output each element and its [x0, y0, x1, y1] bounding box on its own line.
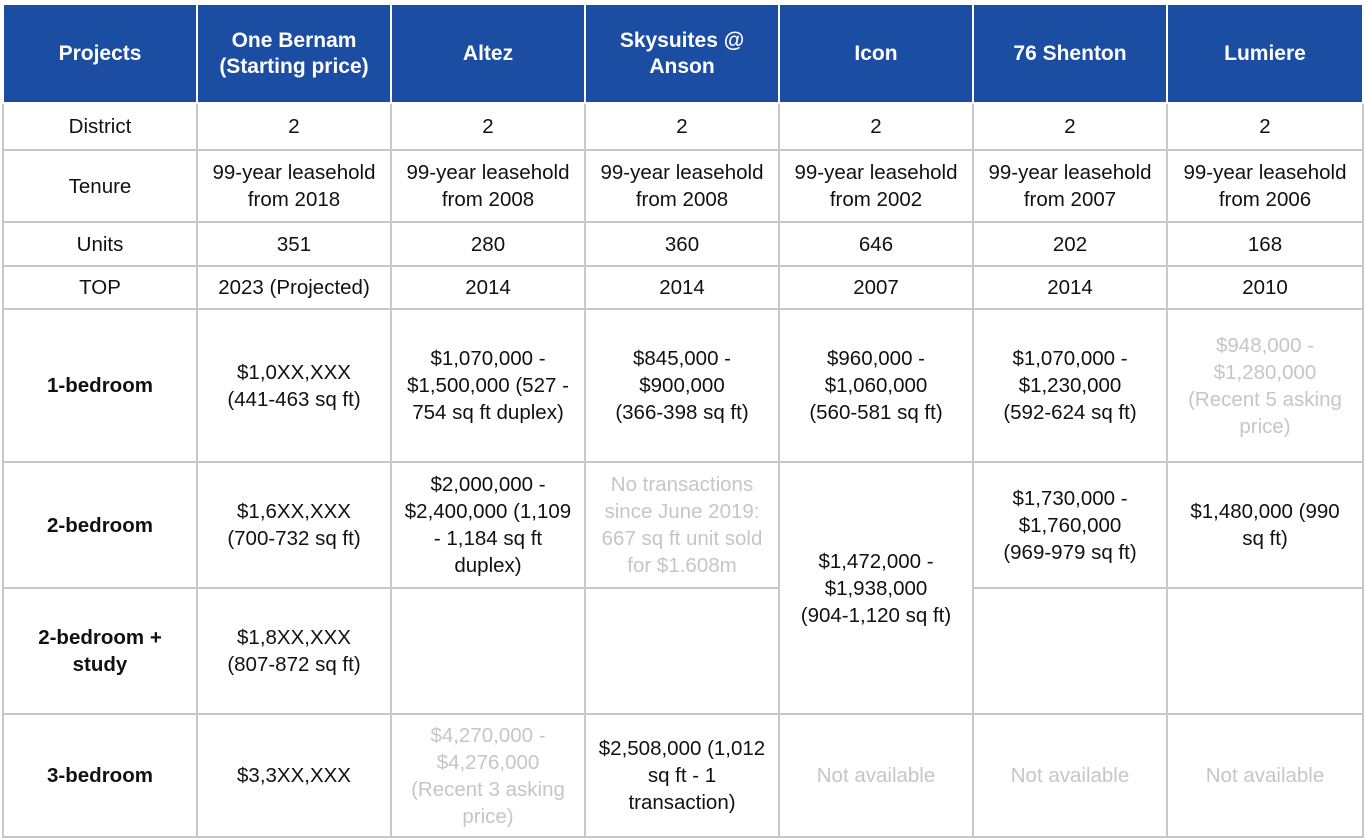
table-cell-muted: No transactions since June 2019: 667 sq ft unit sold for $1.608m — [585, 462, 779, 588]
table-cell: 2 — [197, 103, 391, 150]
table-cell-muted: Not available — [779, 714, 973, 837]
table-cell: 2023 (Projected) — [197, 266, 391, 309]
table-cell: 99-year leasehold from 2006 — [1167, 150, 1363, 222]
table-cell: $1,070,000 - $1,230,000 (592-624 sq ft) — [973, 309, 1167, 462]
table-cell: 2 — [585, 103, 779, 150]
table-cell: 2 — [1167, 103, 1363, 150]
header-skysuites: Skysuites @ Anson — [585, 4, 779, 103]
table-cell: 99-year leasehold from 2007 — [973, 150, 1167, 222]
table-cell: $845,000 - $900,000 (366-398 sq ft) — [585, 309, 779, 462]
table-cell: 2 — [973, 103, 1167, 150]
table-cell: $1,070,000 - $1,500,000 (527 - 754 sq ft duplex) — [391, 309, 585, 462]
table-cell: 646 — [779, 222, 973, 266]
row-label-units: Units — [3, 222, 197, 266]
table-cell: $1,730,000 - $1,760,000 (969-979 sq ft) — [973, 462, 1167, 588]
table-cell-muted: $4,270,000 - $4,276,000 (Recent 3 asking price) — [391, 714, 585, 837]
header-row — [3, 4, 1363, 103]
table-cell: $1,0XX,XXX (441-463 sq ft) — [197, 309, 391, 462]
table-cell: $2,508,000 (1,012 sq ft - 1 transaction) — [585, 714, 779, 837]
table-row — [3, 103, 1363, 150]
table-cell: $2,000,000 - $2,400,000 (1,109 - 1,184 sq ft duplex) — [391, 462, 585, 588]
table-cell: 2010 — [1167, 266, 1363, 309]
table-cell: 99-year leasehold from 2002 — [779, 150, 973, 222]
table-row — [3, 150, 1363, 222]
table-row — [3, 714, 1363, 837]
table-cell-muted: Not available — [973, 714, 1167, 837]
table-cell-empty — [1167, 588, 1363, 714]
table-cell: 2014 — [585, 266, 779, 309]
table-cell: $960,000 - $1,060,000 (560-581 sq ft) — [779, 309, 973, 462]
header-icon: Icon — [779, 4, 973, 103]
row-label-2-bedroom-study: 2-bedroom + study — [3, 588, 197, 714]
table-cell: 2014 — [391, 266, 585, 309]
header-76-shenton: 76 Shenton — [973, 4, 1167, 103]
table-cell-empty — [585, 588, 779, 714]
table-row — [3, 222, 1363, 266]
table-cell: 99-year leasehold from 2008 — [391, 150, 585, 222]
row-label-district: District — [3, 103, 197, 150]
table-cell: 2014 — [973, 266, 1167, 309]
table-cell: 2 — [391, 103, 585, 150]
table-cell: 2007 — [779, 266, 973, 309]
table-cell: 360 — [585, 222, 779, 266]
table-row — [3, 462, 1363, 588]
table-cell-muted: $948,000 - $1,280,000 (Recent 5 asking price) — [1167, 309, 1363, 462]
table-cell: 351 — [197, 222, 391, 266]
table-cell: 99-year leasehold from 2018 — [197, 150, 391, 222]
table-cell: $1,8XX,XXX (807-872 sq ft) — [197, 588, 391, 714]
table-cell-empty — [973, 588, 1167, 714]
table-cell: 168 — [1167, 222, 1363, 266]
property-comparison-table — [2, 3, 1364, 838]
table-cell-merged: $1,472,000 - $1,938,000 (904-1,120 sq ft) — [779, 462, 973, 714]
table-cell: 99-year leasehold from 2008 — [585, 150, 779, 222]
header-lumiere: Lumiere — [1167, 4, 1363, 103]
header-projects: Projects — [3, 4, 197, 103]
table-cell: $3,3XX,XXX — [197, 714, 391, 837]
table-cell: 280 — [391, 222, 585, 266]
table-cell-empty — [391, 588, 585, 714]
row-label-top: TOP — [3, 266, 197, 309]
table-row — [3, 266, 1363, 309]
header-altez: Altez — [391, 4, 585, 103]
row-label-2-bedroom: 2-bedroom — [3, 462, 197, 588]
table-cell: $1,6XX,XXX (700-732 sq ft) — [197, 462, 391, 588]
row-label-tenure: Tenure — [3, 150, 197, 222]
table-cell: 2 — [779, 103, 973, 150]
table-cell: 202 — [973, 222, 1167, 266]
header-one-bernam: One Bernam (Starting price) — [197, 4, 391, 103]
table-cell-muted: Not available — [1167, 714, 1363, 837]
table-row — [3, 309, 1363, 462]
table-cell: $1,480,000 (990 sq ft) — [1167, 462, 1363, 588]
row-label-3-bedroom: 3-bedroom — [3, 714, 197, 837]
table-row — [3, 588, 1363, 714]
row-label-1-bedroom: 1-bedroom — [3, 309, 197, 462]
